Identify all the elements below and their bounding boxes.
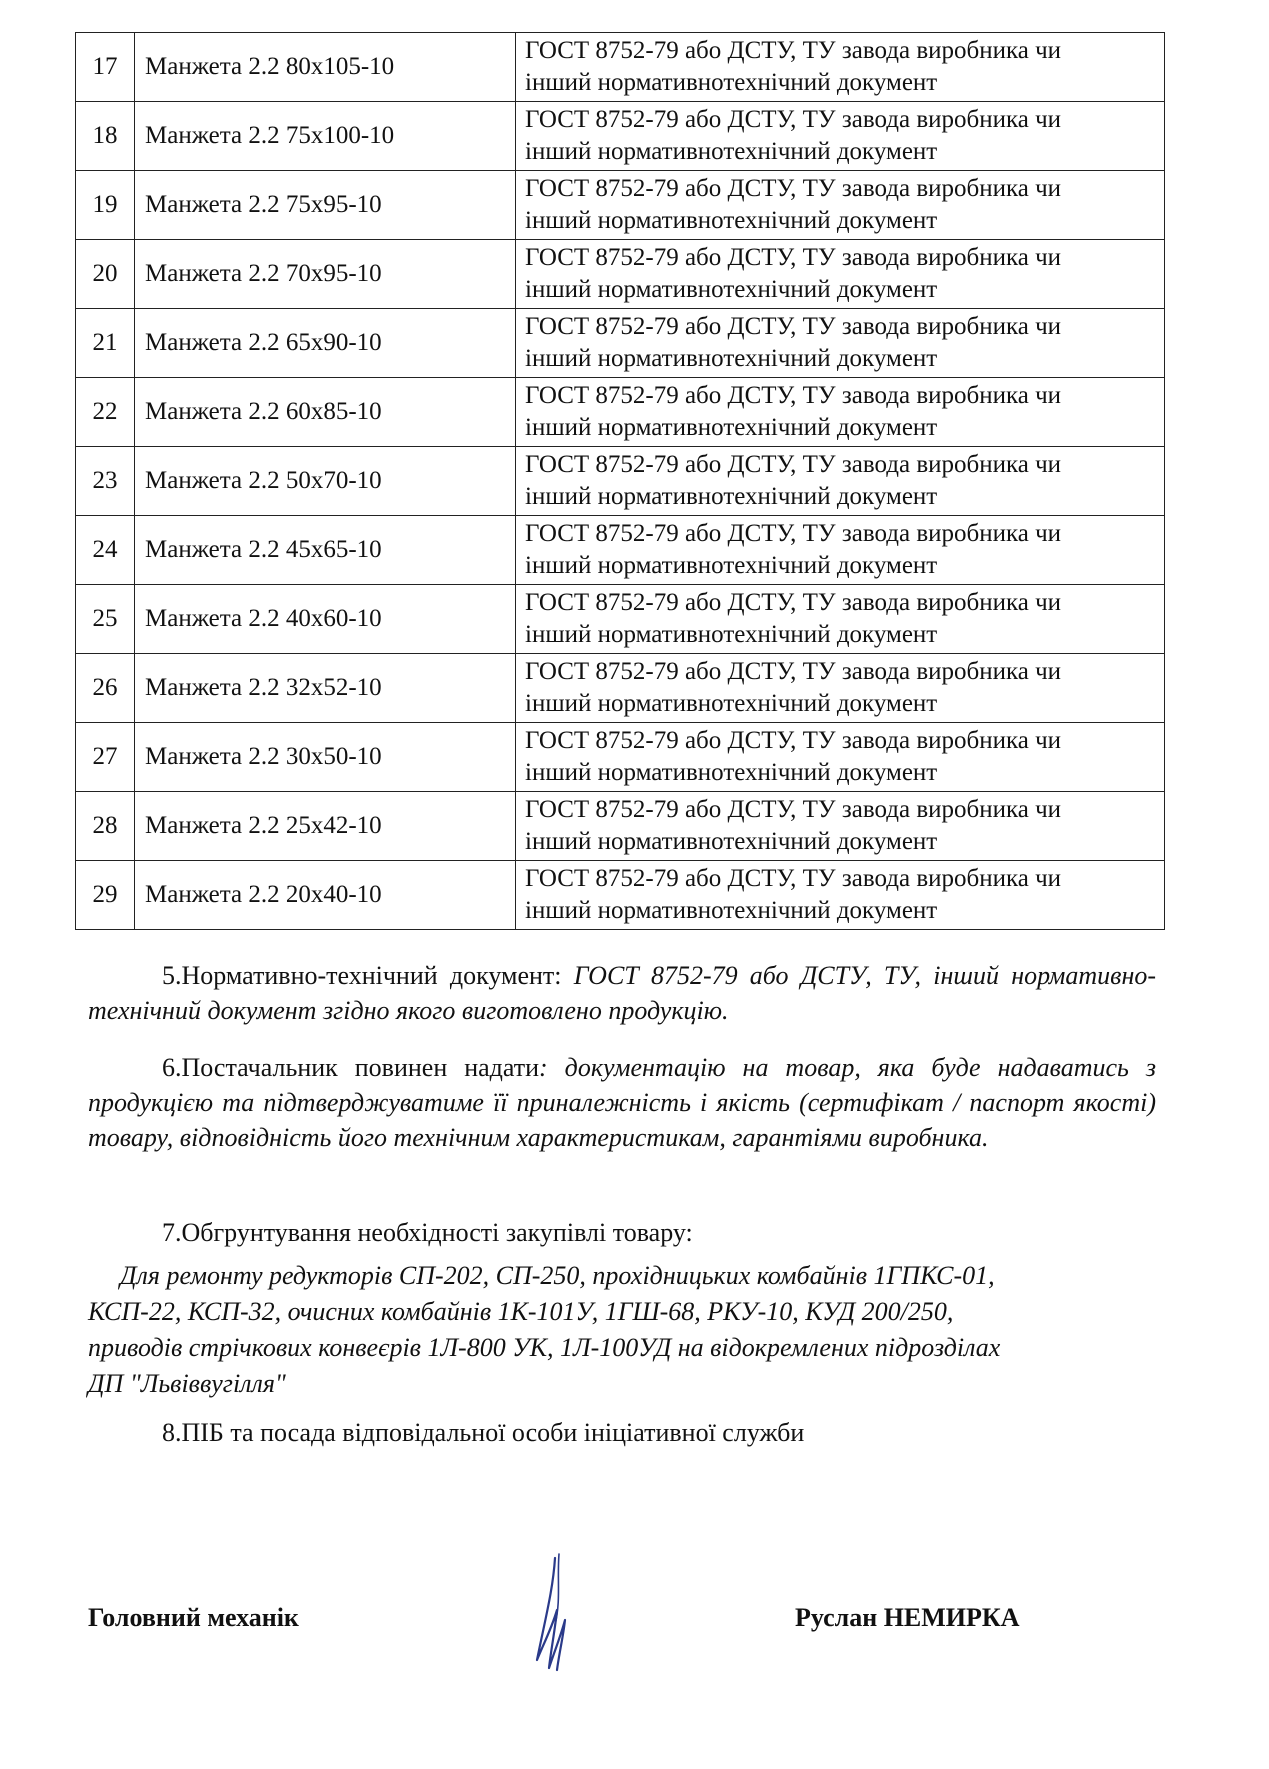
item-standard — [516, 378, 1165, 447]
standard-line-1: ГОСТ 8752-79 або ДСТУ, ТУ завода виробника чи — [525, 451, 1062, 478]
item-name: Манжета 2.2 75х100-10 — [135, 102, 516, 171]
item-standard — [516, 516, 1165, 585]
standard-line-1: ГОСТ 8752-79 або ДСТУ, ТУ завода виробника чи — [525, 175, 1062, 202]
item-standard — [516, 792, 1165, 861]
standard-line-2: інший нормативнотехнічний документ — [525, 759, 938, 786]
standard-line-2: інший нормативнотехнічний документ — [525, 138, 938, 165]
table-row — [76, 378, 1165, 447]
standard-line-1: ГОСТ 8752-79 або ДСТУ, ТУ завода виробника чи — [525, 658, 1062, 685]
table-row — [76, 102, 1165, 171]
table-row — [76, 516, 1165, 585]
section-6-lead: 6.Постачальник повинен надати — [162, 1053, 540, 1082]
standard-line-2: інший нормативнотехнічний документ — [525, 897, 938, 924]
standard-line-2: інший нормативнотехнічний документ — [525, 345, 938, 372]
item-name: Манжета 2.2 20х40-10 — [135, 861, 516, 930]
item-standard — [516, 447, 1165, 516]
item-name: Манжета 2.2 60х85-10 — [135, 378, 516, 447]
section-8 — [88, 1415, 1156, 1450]
standard-line-2: інший нормативнотехнічний документ — [525, 207, 938, 234]
row-number: 21 — [76, 309, 135, 378]
standard-line-1: ГОСТ 8752-79 або ДСТУ, ТУ завода виробника чи — [525, 865, 1062, 892]
table-row — [76, 585, 1165, 654]
signatory-name: Руслан НЕМИРКА — [795, 1603, 1020, 1632]
standard-line-2: інший нормативнотехнічний документ — [525, 414, 938, 441]
item-standard — [516, 585, 1165, 654]
section-7-line: ДП "Львіввугілля" — [88, 1369, 286, 1398]
section-5-text: ГОСТ 8752-79 або ДСТУ, ТУ, інший нормативно-технічний документ згідно якого виготовлено продукцію. — [88, 961, 1157, 1025]
section-7-line: КСП-22, КСП-32, очисних комбайнів 1К-101У, 1ГШ-68, РКУ-10, КУД 200/250, — [88, 1297, 954, 1326]
row-number: 24 — [76, 516, 135, 585]
section-7-lead: 7.Обгрунтування необхідності закупівлі товару: — [162, 1218, 693, 1247]
standard-line-1: ГОСТ 8752-79 або ДСТУ, ТУ завода виробника чи — [525, 520, 1062, 547]
signatory-position: Головний механік — [88, 1603, 299, 1632]
standard-line-2: інший нормативнотехнічний документ — [525, 621, 938, 648]
section-5-lead: 5.Нормативно-технічний документ: — [162, 961, 562, 990]
item-standard — [516, 723, 1165, 792]
item-standard — [516, 861, 1165, 930]
standard-line-1: ГОСТ 8752-79 або ДСТУ, ТУ завода виробника чи — [525, 244, 1062, 271]
section-6-text: : документацію на товар, яка буде надаватись з продукцією та підтверджуватиме її приналежність і якість (сертифікат / паспорт якості) товару, відповідність його технічним характеристикам, гарантіями виробника. — [88, 1053, 1157, 1152]
standard-line-2: інший нормативнотехнічний документ — [525, 276, 938, 303]
item-name: Манжета 2.2 65х90-10 — [135, 309, 516, 378]
row-number: 20 — [76, 240, 135, 309]
item-name: Манжета 2.2 30х50-10 — [135, 723, 516, 792]
item-name: Манжета 2.2 25х42-10 — [135, 792, 516, 861]
item-standard — [516, 102, 1165, 171]
item-standard — [516, 654, 1165, 723]
row-number: 29 — [76, 861, 135, 930]
row-number: 25 — [76, 585, 135, 654]
section-7 — [88, 1215, 1156, 1250]
item-name: Манжета 2.2 80х105-10 — [135, 33, 516, 102]
standard-line-1: ГОСТ 8752-79 або ДСТУ, ТУ завода виробника чи — [525, 313, 1062, 340]
row-number: 23 — [76, 447, 135, 516]
table-row — [76, 654, 1165, 723]
standard-line-1: ГОСТ 8752-79 або ДСТУ, ТУ завода виробника чи — [525, 382, 1062, 409]
spec-table — [75, 32, 1165, 930]
item-name: Манжета 2.2 32х52-10 — [135, 654, 516, 723]
row-number: 26 — [76, 654, 135, 723]
item-standard — [516, 309, 1165, 378]
standard-line-2: інший нормативнотехнічний документ — [525, 690, 938, 717]
item-name: Манжета 2.2 45х65-10 — [135, 516, 516, 585]
standard-line-2: інший нормативнотехнічний документ — [525, 69, 938, 96]
standard-line-1: ГОСТ 8752-79 або ДСТУ, ТУ завода виробника чи — [525, 589, 1062, 616]
section-7-line: Для ремонту редукторів СП-202, СП-250, прохідницьких комбайнів 1ГПКС-01, — [120, 1261, 995, 1290]
row-number: 28 — [76, 792, 135, 861]
row-number: 22 — [76, 378, 135, 447]
item-name: Манжета 2.2 50х70-10 — [135, 447, 516, 516]
item-standard — [516, 33, 1165, 102]
item-name: Манжета 2.2 75х95-10 — [135, 171, 516, 240]
row-number: 17 — [76, 33, 135, 102]
handwritten-signature — [515, 1550, 595, 1680]
table-row — [76, 792, 1165, 861]
standard-line-1: ГОСТ 8752-79 або ДСТУ, ТУ завода виробника чи — [525, 796, 1062, 823]
row-number: 27 — [76, 723, 135, 792]
section-5 — [88, 958, 1156, 1028]
standard-line-2: інший нормативнотехнічний документ — [525, 483, 938, 510]
section-7-line: приводів стрічкових конвеєрів 1Л-800 УК, 1Л-100УД на відокремлених підрозділах — [88, 1333, 1001, 1362]
item-standard — [516, 240, 1165, 309]
standard-line-1: ГОСТ 8752-79 або ДСТУ, ТУ завода виробника чи — [525, 37, 1062, 64]
section-8-lead: 8.ПІБ та посада відповідальної особи ініціативної служби — [162, 1418, 805, 1447]
section-7-justification — [88, 1258, 1168, 1402]
table-row — [76, 171, 1165, 240]
item-name: Манжета 2.2 70х95-10 — [135, 240, 516, 309]
section-6 — [88, 1050, 1156, 1155]
row-number: 18 — [76, 102, 135, 171]
item-name: Манжета 2.2 40х60-10 — [135, 585, 516, 654]
standard-line-2: інший нормативнотехнічний документ — [525, 552, 938, 579]
table-row — [76, 33, 1165, 102]
table-row — [76, 309, 1165, 378]
table-row — [76, 723, 1165, 792]
table-row — [76, 447, 1165, 516]
spec-table-body — [76, 33, 1165, 930]
row-number: 19 — [76, 171, 135, 240]
table-row — [76, 861, 1165, 930]
standard-line-1: ГОСТ 8752-79 або ДСТУ, ТУ завода виробника чи — [525, 106, 1062, 133]
table-row — [76, 240, 1165, 309]
item-standard — [516, 171, 1165, 240]
standard-line-2: інший нормативнотехнічний документ — [525, 828, 938, 855]
standard-line-1: ГОСТ 8752-79 або ДСТУ, ТУ завода виробника чи — [525, 727, 1062, 754]
